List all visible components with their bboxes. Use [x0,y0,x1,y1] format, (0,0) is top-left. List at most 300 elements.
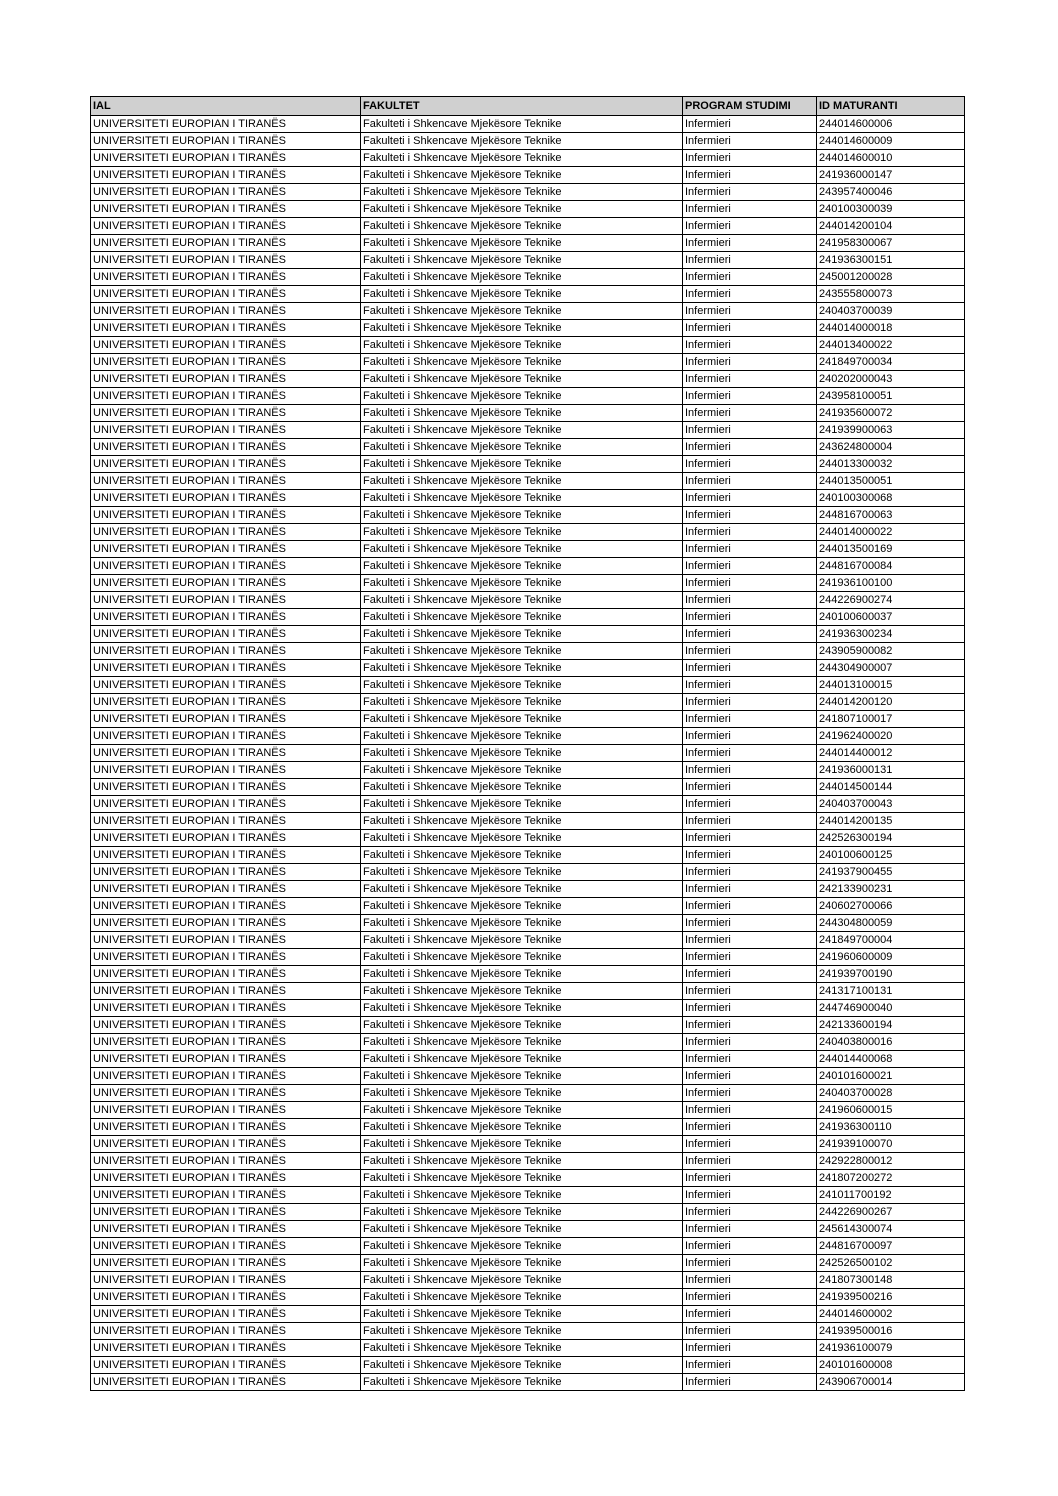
table-row [91,949,965,966]
cell-fakultet: Fakulteti i Shkencave Mjekësore Teknike [361,473,683,490]
cell-fakultet: Fakulteti i Shkencave Mjekësore Teknike [361,966,683,983]
cell-program: Infermieri [683,507,817,524]
cell-ial: UNIVERSITETI EUROPIAN I TIRANËS [91,1204,361,1221]
cell-program: Infermieri [683,1204,817,1221]
cell-program: Infermieri [683,473,817,490]
cell-ial: UNIVERSITETI EUROPIAN I TIRANËS [91,847,361,864]
cell-program: Infermieri [683,1357,817,1374]
cell-id: 243906700014 [817,1374,965,1391]
cell-ial: UNIVERSITETI EUROPIAN I TIRANËS [91,1051,361,1068]
cell-fakultet: Fakulteti i Shkencave Mjekësore Teknike [361,507,683,524]
cell-ial: UNIVERSITETI EUROPIAN I TIRANËS [91,1357,361,1374]
cell-fakultet: Fakulteti i Shkencave Mjekësore Teknike [361,1136,683,1153]
table-row [91,575,965,592]
table-row [91,830,965,847]
cell-program: Infermieri [683,422,817,439]
cell-id: 244014400012 [817,745,965,762]
cell-program: Infermieri [683,915,817,932]
table-row [91,218,965,235]
table-row [91,881,965,898]
cell-program: Infermieri [683,320,817,337]
cell-fakultet: Fakulteti i Shkencave Mjekësore Teknike [361,422,683,439]
cell-program: Infermieri [683,1017,817,1034]
cell-id: 241807300148 [817,1272,965,1289]
cell-fakultet: Fakulteti i Shkencave Mjekësore Teknike [361,660,683,677]
cell-program: Infermieri [683,626,817,643]
cell-program: Infermieri [683,813,817,830]
cell-id: 241939100070 [817,1136,965,1153]
cell-fakultet: Fakulteti i Shkencave Mjekësore Teknike [361,116,683,133]
table-row [91,1000,965,1017]
cell-ial: UNIVERSITETI EUROPIAN I TIRANËS [91,643,361,660]
cell-ial: UNIVERSITETI EUROPIAN I TIRANËS [91,932,361,949]
cell-ial: UNIVERSITETI EUROPIAN I TIRANËS [91,1306,361,1323]
cell-program: Infermieri [683,184,817,201]
cell-id: 241807100017 [817,711,965,728]
cell-fakultet: Fakulteti i Shkencave Mjekësore Teknike [361,303,683,320]
cell-id: 241936100100 [817,575,965,592]
cell-id: 244014400068 [817,1051,965,1068]
cell-fakultet: Fakulteti i Shkencave Mjekësore Teknike [361,830,683,847]
cell-ial: UNIVERSITETI EUROPIAN I TIRANËS [91,320,361,337]
cell-ial: UNIVERSITETI EUROPIAN I TIRANËS [91,1340,361,1357]
cell-id: 242526500102 [817,1255,965,1272]
table-row [91,388,965,405]
cell-program: Infermieri [683,830,817,847]
cell-ial: UNIVERSITETI EUROPIAN I TIRANËS [91,830,361,847]
cell-fakultet: Fakulteti i Shkencave Mjekësore Teknike [361,592,683,609]
cell-program: Infermieri [683,252,817,269]
cell-program: Infermieri [683,592,817,609]
cell-program: Infermieri [683,1034,817,1051]
cell-ial: UNIVERSITETI EUROPIAN I TIRANËS [91,881,361,898]
cell-ial: UNIVERSITETI EUROPIAN I TIRANËS [91,949,361,966]
cell-ial: UNIVERSITETI EUROPIAN I TIRANËS [91,558,361,575]
cell-ial: UNIVERSITETI EUROPIAN I TIRANËS [91,1323,361,1340]
cell-id: 244013100015 [817,677,965,694]
cell-fakultet: Fakulteti i Shkencave Mjekësore Teknike [361,558,683,575]
cell-program: Infermieri [683,1374,817,1391]
table-row [91,728,965,745]
cell-id: 241935600072 [817,405,965,422]
cell-fakultet: Fakulteti i Shkencave Mjekësore Teknike [361,1051,683,1068]
table-row [91,439,965,456]
table-row [91,745,965,762]
cell-id: 244816700063 [817,507,965,524]
cell-program: Infermieri [683,439,817,456]
cell-id: 240100300068 [817,490,965,507]
cell-fakultet: Fakulteti i Shkencave Mjekësore Teknike [361,1085,683,1102]
cell-program: Infermieri [683,1238,817,1255]
cell-fakultet: Fakulteti i Shkencave Mjekësore Teknike [361,643,683,660]
header-row [91,97,965,116]
cell-program: Infermieri [683,1289,817,1306]
cell-program: Infermieri [683,966,817,983]
cell-id: 243957400046 [817,184,965,201]
cell-program: Infermieri [683,1085,817,1102]
cell-program: Infermieri [683,303,817,320]
cell-fakultet: Fakulteti i Shkencave Mjekësore Teknike [361,626,683,643]
cell-ial: UNIVERSITETI EUROPIAN I TIRANËS [91,813,361,830]
table-row [91,524,965,541]
cell-fakultet: Fakulteti i Shkencave Mjekësore Teknike [361,847,683,864]
cell-ial: UNIVERSITETI EUROPIAN I TIRANËS [91,235,361,252]
table-row [91,609,965,626]
cell-id: 242922800012 [817,1153,965,1170]
cell-id: 240403800016 [817,1034,965,1051]
table-row [91,1153,965,1170]
cell-fakultet: Fakulteti i Shkencave Mjekësore Teknike [361,1153,683,1170]
cell-program: Infermieri [683,133,817,150]
cell-ial: UNIVERSITETI EUROPIAN I TIRANËS [91,1153,361,1170]
cell-ial: UNIVERSITETI EUROPIAN I TIRANËS [91,286,361,303]
cell-ial: UNIVERSITETI EUROPIAN I TIRANËS [91,711,361,728]
cell-program: Infermieri [683,711,817,728]
cell-id: 244014600006 [817,116,965,133]
cell-program: Infermieri [683,337,817,354]
cell-fakultet: Fakulteti i Shkencave Mjekësore Teknike [361,1374,683,1391]
cell-program: Infermieri [683,694,817,711]
cell-id: 241849700004 [817,932,965,949]
cell-program: Infermieri [683,728,817,745]
table-row [91,1340,965,1357]
table-row [91,660,965,677]
table-row [91,422,965,439]
cell-program: Infermieri [683,558,817,575]
cell-ial: UNIVERSITETI EUROPIAN I TIRANËS [91,779,361,796]
cell-id: 244014200135 [817,813,965,830]
cell-ial: UNIVERSITETI EUROPIAN I TIRANËS [91,898,361,915]
cell-id: 243555800073 [817,286,965,303]
cell-fakultet: Fakulteti i Shkencave Mjekësore Teknike [361,1187,683,1204]
cell-ial: UNIVERSITETI EUROPIAN I TIRANËS [91,507,361,524]
table-row [91,592,965,609]
cell-program: Infermieri [683,796,817,813]
cell-ial: UNIVERSITETI EUROPIAN I TIRANËS [91,490,361,507]
cell-program: Infermieri [683,932,817,949]
cell-id: 244013500169 [817,541,965,558]
cell-ial: UNIVERSITETI EUROPIAN I TIRANËS [91,626,361,643]
cell-fakultet: Fakulteti i Shkencave Mjekësore Teknike [361,235,683,252]
cell-program: Infermieri [683,1272,817,1289]
cell-ial: UNIVERSITETI EUROPIAN I TIRANËS [91,1272,361,1289]
cell-ial: UNIVERSITETI EUROPIAN I TIRANËS [91,1170,361,1187]
cell-id: 241936000147 [817,167,965,184]
table-row [91,1034,965,1051]
cell-id: 245001200028 [817,269,965,286]
table-row [91,235,965,252]
cell-fakultet: Fakulteti i Shkencave Mjekësore Teknike [361,1357,683,1374]
cell-program: Infermieri [683,456,817,473]
cell-fakultet: Fakulteti i Shkencave Mjekësore Teknike [361,864,683,881]
cell-ial: UNIVERSITETI EUROPIAN I TIRANËS [91,864,361,881]
cell-id: 241939500216 [817,1289,965,1306]
cell-id: 240403700043 [817,796,965,813]
cell-ial: UNIVERSITETI EUROPIAN I TIRANËS [91,1034,361,1051]
cell-ial: UNIVERSITETI EUROPIAN I TIRANËS [91,218,361,235]
cell-fakultet: Fakulteti i Shkencave Mjekësore Teknike [361,1306,683,1323]
cell-id: 244746900040 [817,1000,965,1017]
cell-ial: UNIVERSITETI EUROPIAN I TIRANËS [91,371,361,388]
table-row [91,1187,965,1204]
cell-fakultet: Fakulteti i Shkencave Mjekësore Teknike [361,677,683,694]
cell-id: 240403700039 [817,303,965,320]
cell-ial: UNIVERSITETI EUROPIAN I TIRANËS [91,116,361,133]
cell-program: Infermieri [683,762,817,779]
table-row [91,201,965,218]
cell-fakultet: Fakulteti i Shkencave Mjekësore Teknike [361,1034,683,1051]
cell-id: 245614300074 [817,1221,965,1238]
cell-id: 241936300234 [817,626,965,643]
cell-ial: UNIVERSITETI EUROPIAN I TIRANËS [91,167,361,184]
cell-program: Infermieri [683,235,817,252]
cell-fakultet: Fakulteti i Shkencave Mjekësore Teknike [361,1017,683,1034]
cell-id: 241960600015 [817,1102,965,1119]
cell-fakultet: Fakulteti i Shkencave Mjekësore Teknike [361,1340,683,1357]
cell-fakultet: Fakulteti i Shkencave Mjekësore Teknike [361,1323,683,1340]
table-row [91,1323,965,1340]
cell-fakultet: Fakulteti i Shkencave Mjekësore Teknike [361,762,683,779]
cell-fakultet: Fakulteti i Shkencave Mjekësore Teknike [361,1238,683,1255]
table-row [91,150,965,167]
cell-ial: UNIVERSITETI EUROPIAN I TIRANËS [91,1136,361,1153]
cell-program: Infermieri [683,660,817,677]
table-row [91,303,965,320]
cell-program: Infermieri [683,167,817,184]
table-row [91,490,965,507]
cell-id: 244014000018 [817,320,965,337]
table-row [91,116,965,133]
cell-fakultet: Fakulteti i Shkencave Mjekësore Teknike [361,388,683,405]
cell-program: Infermieri [683,388,817,405]
cell-fakultet: Fakulteti i Shkencave Mjekësore Teknike [361,218,683,235]
cell-program: Infermieri [683,1306,817,1323]
cell-id: 241958300067 [817,235,965,252]
cell-id: 240100600037 [817,609,965,626]
table-body [91,116,965,1391]
table-row [91,354,965,371]
cell-fakultet: Fakulteti i Shkencave Mjekësore Teknike [361,371,683,388]
cell-ial: UNIVERSITETI EUROPIAN I TIRANËS [91,388,361,405]
cell-fakultet: Fakulteti i Shkencave Mjekësore Teknike [361,354,683,371]
cell-id: 241960600009 [817,949,965,966]
cell-id: 241936300110 [817,1119,965,1136]
cell-ial: UNIVERSITETI EUROPIAN I TIRANËS [91,1238,361,1255]
cell-fakultet: Fakulteti i Shkencave Mjekësore Teknike [361,184,683,201]
cell-program: Infermieri [683,1136,817,1153]
cell-id: 242133900231 [817,881,965,898]
cell-id: 244014600010 [817,150,965,167]
cell-ial: UNIVERSITETI EUROPIAN I TIRANËS [91,252,361,269]
cell-ial: UNIVERSITETI EUROPIAN I TIRANËS [91,1374,361,1391]
table-row [91,473,965,490]
cell-ial: UNIVERSITETI EUROPIAN I TIRANËS [91,694,361,711]
cell-fakultet: Fakulteti i Shkencave Mjekësore Teknike [361,1289,683,1306]
cell-ial: UNIVERSITETI EUROPIAN I TIRANËS [91,541,361,558]
table-row [91,864,965,881]
cell-program: Infermieri [683,1170,817,1187]
cell-id: 244816700097 [817,1238,965,1255]
cell-fakultet: Fakulteti i Shkencave Mjekësore Teknike [361,133,683,150]
cell-fakultet: Fakulteti i Shkencave Mjekësore Teknike [361,1221,683,1238]
table-row [91,1051,965,1068]
cell-id: 244013500051 [817,473,965,490]
table-row [91,1017,965,1034]
cell-id: 240100600125 [817,847,965,864]
cell-ial: UNIVERSITETI EUROPIAN I TIRANËS [91,609,361,626]
table-row [91,1238,965,1255]
cell-ial: UNIVERSITETI EUROPIAN I TIRANËS [91,660,361,677]
cell-fakultet: Fakulteti i Shkencave Mjekësore Teknike [361,269,683,286]
cell-program: Infermieri [683,1153,817,1170]
cell-program: Infermieri [683,881,817,898]
header-id: ID MATURANTI [817,97,965,116]
table-row [91,184,965,201]
cell-program: Infermieri [683,1102,817,1119]
cell-fakultet: Fakulteti i Shkencave Mjekësore Teknike [361,167,683,184]
cell-ial: UNIVERSITETI EUROPIAN I TIRANËS [91,439,361,456]
table-row [91,371,965,388]
cell-fakultet: Fakulteti i Shkencave Mjekësore Teknike [361,575,683,592]
cell-fakultet: Fakulteti i Shkencave Mjekësore Teknike [361,932,683,949]
cell-ial: UNIVERSITETI EUROPIAN I TIRANËS [91,575,361,592]
table-row [91,847,965,864]
cell-program: Infermieri [683,847,817,864]
table-row [91,762,965,779]
cell-ial: UNIVERSITETI EUROPIAN I TIRANËS [91,473,361,490]
cell-fakultet: Fakulteti i Shkencave Mjekësore Teknike [361,456,683,473]
cell-id: 240100300039 [817,201,965,218]
cell-fakultet: Fakulteti i Shkencave Mjekësore Teknike [361,1255,683,1272]
cell-ial: UNIVERSITETI EUROPIAN I TIRANËS [91,1102,361,1119]
table-row [91,694,965,711]
table-row [91,252,965,269]
cell-fakultet: Fakulteti i Shkencave Mjekësore Teknike [361,1204,683,1221]
cell-id: 244226900267 [817,1204,965,1221]
cell-fakultet: Fakulteti i Shkencave Mjekësore Teknike [361,813,683,830]
cell-id: 244013300032 [817,456,965,473]
cell-ial: UNIVERSITETI EUROPIAN I TIRANËS [91,966,361,983]
cell-program: Infermieri [683,864,817,881]
cell-fakultet: Fakulteti i Shkencave Mjekësore Teknike [361,983,683,1000]
table-row [91,320,965,337]
cell-fakultet: Fakulteti i Shkencave Mjekësore Teknike [361,320,683,337]
cell-id: 241849700034 [817,354,965,371]
cell-id: 244226900274 [817,592,965,609]
cell-ial: UNIVERSITETI EUROPIAN I TIRANËS [91,524,361,541]
cell-id: 244014500144 [817,779,965,796]
cell-fakultet: Fakulteti i Shkencave Mjekësore Teknike [361,1272,683,1289]
cell-id: 240602700066 [817,898,965,915]
table-row [91,1068,965,1085]
cell-fakultet: Fakulteti i Shkencave Mjekësore Teknike [361,711,683,728]
table-row [91,507,965,524]
cell-ial: UNIVERSITETI EUROPIAN I TIRANËS [91,405,361,422]
cell-program: Infermieri [683,116,817,133]
cell-id: 241936300151 [817,252,965,269]
cell-ial: UNIVERSITETI EUROPIAN I TIRANËS [91,796,361,813]
cell-ial: UNIVERSITETI EUROPIAN I TIRANËS [91,745,361,762]
cell-program: Infermieri [683,949,817,966]
cell-program: Infermieri [683,1051,817,1068]
cell-id: 244014600009 [817,133,965,150]
table-row [91,983,965,1000]
table-row [91,966,965,983]
cell-id: 240101600021 [817,1068,965,1085]
cell-ial: UNIVERSITETI EUROPIAN I TIRANËS [91,337,361,354]
cell-ial: UNIVERSITETI EUROPIAN I TIRANËS [91,269,361,286]
cell-fakultet: Fakulteti i Shkencave Mjekësore Teknike [361,1170,683,1187]
cell-program: Infermieri [683,218,817,235]
cell-program: Infermieri [683,677,817,694]
cell-ial: UNIVERSITETI EUROPIAN I TIRANËS [91,1068,361,1085]
table-row [91,1272,965,1289]
cell-id: 241939500016 [817,1323,965,1340]
cell-id: 242526300194 [817,830,965,847]
cell-fakultet: Fakulteti i Shkencave Mjekësore Teknike [361,337,683,354]
table-row [91,1204,965,1221]
header-program: PROGRAM STUDIMI [683,97,817,116]
table-row [91,1306,965,1323]
table-row [91,898,965,915]
cell-program: Infermieri [683,745,817,762]
table-row [91,286,965,303]
cell-program: Infermieri [683,286,817,303]
cell-id: 244816700084 [817,558,965,575]
cell-id: 242133600194 [817,1017,965,1034]
cell-program: Infermieri [683,1000,817,1017]
cell-ial: UNIVERSITETI EUROPIAN I TIRANËS [91,201,361,218]
table-row [91,779,965,796]
cell-ial: UNIVERSITETI EUROPIAN I TIRANËS [91,1119,361,1136]
cell-ial: UNIVERSITETI EUROPIAN I TIRANËS [91,303,361,320]
cell-fakultet: Fakulteti i Shkencave Mjekësore Teknike [361,796,683,813]
cell-program: Infermieri [683,405,817,422]
cell-fakultet: Fakulteti i Shkencave Mjekësore Teknike [361,541,683,558]
cell-id: 241936100079 [817,1340,965,1357]
cell-ial: UNIVERSITETI EUROPIAN I TIRANËS [91,762,361,779]
table-row [91,1170,965,1187]
cell-program: Infermieri [683,1068,817,1085]
table-row [91,677,965,694]
cell-fakultet: Fakulteti i Shkencave Mjekësore Teknike [361,881,683,898]
table-row [91,133,965,150]
cell-ial: UNIVERSITETI EUROPIAN I TIRANËS [91,677,361,694]
cell-program: Infermieri [683,201,817,218]
cell-program: Infermieri [683,541,817,558]
table-row [91,541,965,558]
table-row [91,337,965,354]
cell-id: 241936000131 [817,762,965,779]
cell-program: Infermieri [683,1323,817,1340]
cell-id: 243624800004 [817,439,965,456]
cell-fakultet: Fakulteti i Shkencave Mjekësore Teknike [361,252,683,269]
cell-ial: UNIVERSITETI EUROPIAN I TIRANËS [91,133,361,150]
cell-fakultet: Fakulteti i Shkencave Mjekësore Teknike [361,915,683,932]
cell-program: Infermieri [683,524,817,541]
cell-id: 244304900007 [817,660,965,677]
cell-program: Infermieri [683,1187,817,1204]
table-row [91,1119,965,1136]
cell-ial: UNIVERSITETI EUROPIAN I TIRANËS [91,422,361,439]
cell-id: 244304800059 [817,915,965,932]
table-row [91,932,965,949]
cell-program: Infermieri [683,609,817,626]
cell-ial: UNIVERSITETI EUROPIAN I TIRANËS [91,1000,361,1017]
cell-fakultet: Fakulteti i Shkencave Mjekësore Teknike [361,490,683,507]
cell-program: Infermieri [683,371,817,388]
cell-ial: UNIVERSITETI EUROPIAN I TIRANËS [91,983,361,1000]
